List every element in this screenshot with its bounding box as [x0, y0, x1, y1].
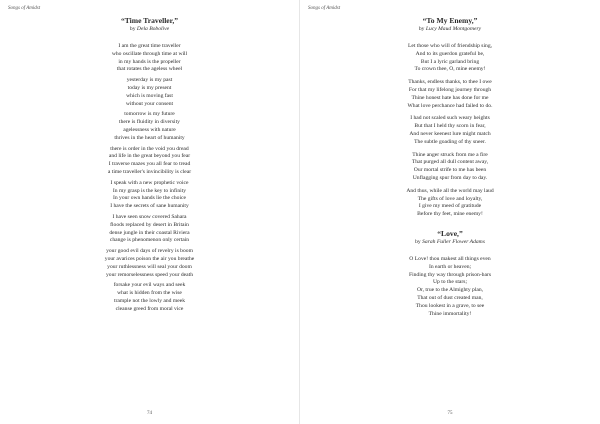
poem-line: Up to the stars; — [432, 279, 468, 286]
author-name: Dela Bobolive — [136, 26, 170, 32]
poem-line: O Love! thou makest all things even — [409, 255, 491, 262]
poem-line: Unflagging spur from day to day. — [412, 174, 488, 181]
right-running-head: Songs of Amidst — [308, 6, 341, 11]
poem-title: “Love,” — [437, 228, 463, 238]
poem-line: that rotates the ageless wheel — [116, 66, 183, 73]
poem-line: In my grasp is the key to infinity — [112, 187, 187, 194]
poem-line: Thine anger struck from me a fire — [412, 151, 488, 158]
right-page-number: 75 — [447, 411, 453, 416]
left-page-number: 74 — [147, 411, 152, 416]
poem-to-my-enemy — [300, 16, 600, 219]
poem-line: tomorrow is my future — [124, 111, 175, 118]
poem-line: Our mortal strife to me has been — [413, 167, 487, 174]
stanza — [0, 43, 299, 74]
stanza — [300, 79, 600, 110]
poem-line: I traverse mazes you all fear to tread — [108, 161, 191, 168]
poem-line: I give my meed of gratitude — [418, 203, 482, 210]
stanza — [0, 77, 299, 108]
poem-line: Thanks, endless thanks, to thee I owe — [408, 79, 492, 86]
poem-line: The subtle goading of thy sneer. — [414, 138, 486, 145]
poem-line: Thine immortality! — [428, 310, 472, 317]
poem-line: trample not the lowly and meek — [114, 297, 185, 304]
poem-line: your remorselessness speed your death — [106, 271, 193, 278]
poem-line: dense jungle in their coastal Riviera — [109, 229, 190, 236]
poem-line: your avarices poison the air you breathe — [104, 255, 195, 262]
poem-line: who oscillate through time at will — [111, 50, 188, 57]
poem-line: The gifts of love and loyalty, — [417, 195, 483, 202]
poem-line: cleanse greed from moral vice — [115, 305, 184, 312]
stanza — [0, 248, 299, 279]
poem-title: “Time Traveller,” — [120, 16, 179, 25]
poem-line: That out of dust created man, — [417, 294, 483, 301]
poem-line: forsake your evil ways and seek — [113, 282, 186, 289]
poem-line: yesterday is my past — [126, 77, 173, 84]
stanza — [300, 115, 600, 146]
stanza — [300, 188, 600, 219]
stanza — [300, 152, 600, 183]
poem-line: To crown thee, O, mine enemy! — [414, 66, 486, 73]
poem-line: In earth or heaven; — [428, 263, 472, 270]
poem-line: Thine honest hate has done for me — [411, 94, 489, 101]
poem-line: And to its guerdon grateful be, — [415, 50, 485, 57]
poem-line: which is moving fast — [126, 92, 173, 99]
poem-love — [300, 229, 600, 318]
stanza — [0, 111, 299, 142]
left-running-head: Songs of Amidst — [8, 6, 41, 11]
stanza — [0, 282, 299, 313]
poem-line: a time traveller's invincibility is clear — [107, 168, 192, 175]
poem-line: your good evil days of revelry is boom — [106, 248, 193, 255]
poem-title: “To My Enemy,” — [422, 16, 478, 25]
poem-stanzas — [300, 256, 600, 318]
poem-line: In your own hands lie the choice — [112, 195, 186, 202]
stanza — [0, 180, 299, 211]
author-name: Sarah Fuller Flower Adams — [422, 238, 485, 245]
poem-line: I have the secrets of sane humanity — [110, 203, 189, 210]
stanza — [300, 256, 600, 318]
poem-line: For that my lifelong journey through — [408, 86, 492, 93]
poem-stanzas — [0, 43, 299, 314]
poem-line: And thus, while all the world may laud — [406, 187, 494, 194]
poem-line: agelessness with nature — [123, 126, 176, 133]
by-label: by — [129, 26, 136, 32]
author-name: Lucy Maud Montgomery — [425, 26, 482, 32]
poem-author-line — [300, 25, 600, 33]
poem-line: I had not scaled such weary heights — [410, 115, 490, 122]
poem-line: there is fluidity in diversity — [119, 119, 180, 126]
poem-line: and life in the great beyond you fear — [108, 153, 191, 160]
by-label: by — [418, 26, 425, 32]
poem-line: Or, true to the Almighty plan, — [416, 287, 484, 294]
poem-line: I speak with a new prophetic voice — [110, 179, 189, 186]
poem-time-traveller — [0, 16, 299, 314]
poem-line: your ruthlessness will seal your doom — [107, 263, 192, 270]
poem-line: Let those who will of friendship sing, — [407, 43, 493, 49]
poem-line: thrives in the heart of humanity — [114, 134, 185, 141]
stanza — [0, 214, 299, 245]
poem-line: Finding thy way through prison-bars — [408, 271, 492, 278]
poem-line: That purged all dull content away, — [411, 159, 489, 166]
poem-line: floods replaced by desert in Britain — [110, 221, 189, 228]
poem-line: I have seen snow covered Sahara — [112, 213, 187, 220]
poem-line: What love perchance had failed to do. — [407, 102, 493, 109]
poem-line: today is my present — [127, 84, 172, 91]
poem-line: I am the great time traveller — [118, 43, 181, 49]
poem-line: Before thy feet, mine enemy! — [417, 211, 483, 218]
poem-author-line — [300, 238, 600, 246]
poem-line: Thou lookest in a grave, to see — [415, 302, 485, 309]
poem-line: change is phenomenon only certain — [109, 237, 190, 244]
stanza — [0, 146, 299, 177]
poem-line: without your consent — [125, 100, 174, 107]
right-page — [300, 0, 600, 424]
poem-line: what is hidden from the wise — [117, 290, 182, 297]
poem-author-line — [0, 25, 299, 33]
by-label: by — [415, 238, 421, 245]
poem-line: But that I held thy scorn in fear, — [414, 123, 486, 130]
poem-line: And never keenest lure might match — [409, 130, 491, 137]
poem-stanzas — [300, 43, 600, 219]
stanza — [300, 43, 600, 74]
right-page-content — [300, 16, 600, 324]
left-page-content — [0, 16, 299, 320]
poem-line: But I a lyric garland bring — [420, 58, 480, 65]
poem-line: in my hands is the propeller — [118, 58, 181, 65]
poem-line: there is order in the void you dread — [110, 145, 189, 152]
